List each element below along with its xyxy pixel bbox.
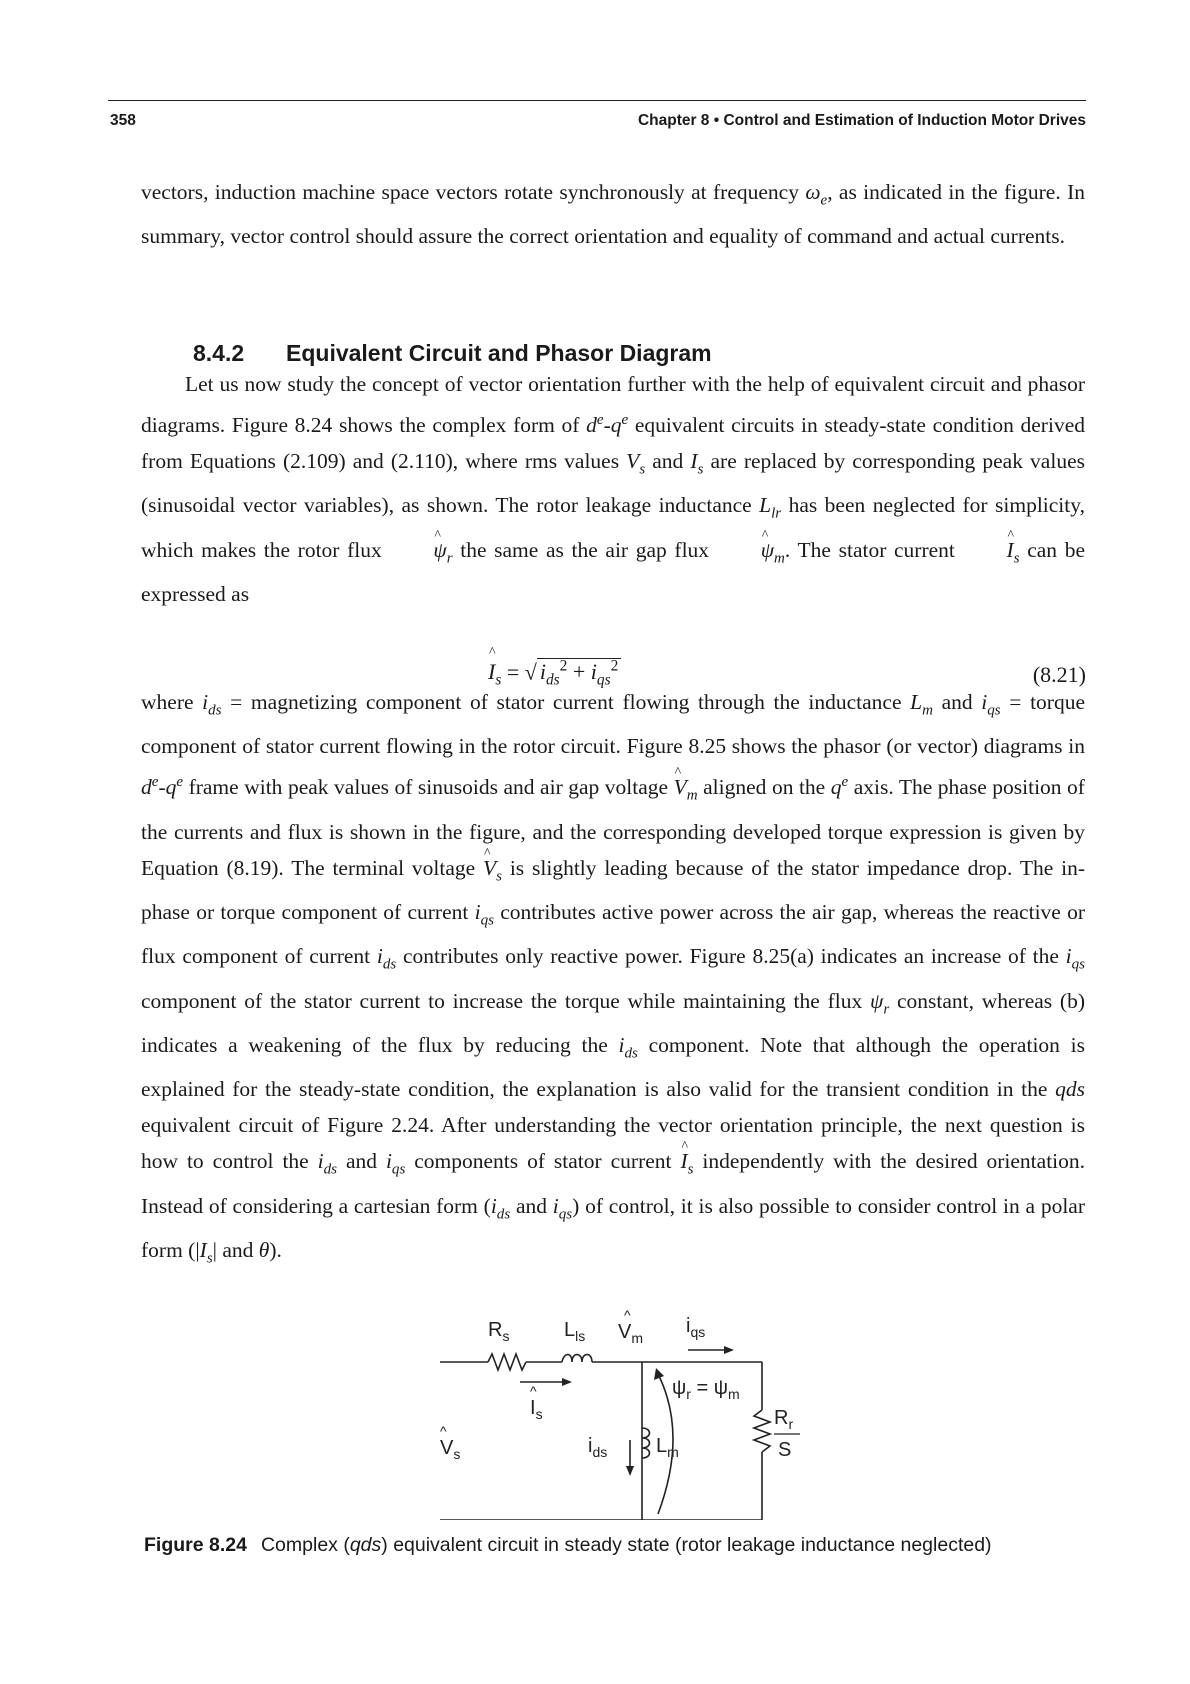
caption-em: qds — [349, 1534, 382, 1556]
equation-number: (8.21) — [1032, 662, 1086, 687]
paragraph-vector-orientation: Let us now study the concept of vector orientation further with the help of equivalent circuit and phasor diagrams. Figure 8.24 shows the complex form of $d^e-q^e$ equivalent circuits in steady-state condition derived from Equations (2.109) and (2.110), where rms values $V_s$ and $I_s$ are replaced by corresponding peak values (sinusoidal vector variables), as shown. The rotor leakage inductance $L_{lr}$ has been neglected for simplicity, which makes the rotor flux ^ $\psi_r$ the same as the air gap flux ^ $\psi_m$. The stator current ^ $I_s$ can be expressed as — [141, 366, 1085, 612]
arrow-ids-head — [626, 1466, 634, 1476]
running-head: Chapter 8 • Control and Estimation of Induction Motor Drives — [637, 112, 1086, 129]
arrow-iqs-head — [724, 1346, 734, 1354]
header-rule — [108, 100, 1086, 101]
label-iqs: $i_{qs}$ — [686, 1315, 706, 1340]
page-number: 358 — [110, 112, 136, 129]
caption-pre: Complex ( — [260, 1534, 350, 1556]
label-lls: $L_{ls}$ — [564, 1319, 586, 1344]
arrow-vm-head — [654, 1368, 664, 1380]
label-lm: $L_m$ — [656, 1435, 679, 1460]
section-heading — [193, 340, 712, 367]
caption-post: ) equivalent circuit in steady state (rotor leakage inductance neglected) — [381, 1534, 992, 1556]
label-slip: S — [778, 1439, 792, 1461]
label-rr: $R_r$ — [774, 1407, 794, 1432]
inductor-lm — [642, 1428, 650, 1458]
section-title: Equivalent Circuit and Phasor Diagram — [286, 340, 712, 366]
label-ids: $i_{ds}$ — [588, 1435, 608, 1460]
paragraph-intro: vectors, induction machine space vectors rotate synchronously at frequency $\omega_e$, as indicated in the figure. In summary, vector control should assure the correct orientation and equality of command and actual currents. — [141, 180, 1085, 249]
figure-caption — [144, 1534, 992, 1557]
label-is: $I_s$ — [530, 1397, 543, 1422]
label-rs: $R_s$ — [488, 1319, 510, 1344]
hat-is: ^ — [530, 1383, 537, 1399]
equivalent-circuit-diagram — [430, 1290, 830, 1520]
section-number: 8.4.2 — [193, 340, 245, 366]
inductor-lls — [562, 1355, 592, 1363]
label-flux-equality: $\psi_r = \psi_m$ — [672, 1377, 740, 1402]
figure-label: Figure 8.24 — [144, 1534, 247, 1556]
label-vm: $V_m$ — [618, 1321, 644, 1346]
resistor-rs — [488, 1354, 526, 1370]
arrow-is-head — [562, 1378, 572, 1386]
hat-vs: ^ — [440, 1423, 447, 1439]
hat-vm: ^ — [624, 1307, 631, 1323]
label-vs: $V_s$ — [440, 1437, 461, 1462]
paragraph-phasor-diagram: where $i_{ds}$ = magnetizing component of stator current flowing through the inductance $L_m$ and $i_{qs}$ = torque component of stator current flowing in the rotor circuit. Figure 8.25 shows the phasor (or vector) diagrams in $d^e-q^e$ frame with peak values of sinusoids and air gap voltage ^ $V_m$ aligned on the $q^e$ axis. The phase position of the currents and flux is shown in the figure, and the corresponding developed torque expression is given by Equation (8.19). The terminal voltage ^ $V_s$ is slightly leading because of the stator impedance drop. The in-phase or torque component of current $i_{qs}$ contributes active power across the air gap, whereas the reactive or flux component of current $i_{ds}$ contributes only reactive power. Figure 8.25(a) indicates an increase of the $i_{qs}$ component of the stator current to increase the torque while maintaining the flux $\psi_r$ constant, whereas (b) indicates a weakening of the flux by reducing the $i_{ds}$ component. Note that although the operation is explained for the steady-state condition, the explanation is also valid for the transient condition in the qds equivalent circuit of Figure 2.24. After understanding the vector orientation principle, the next question is how to control the $i_{ds}$ and $i_{qs}$ components of stator current ^ $I_s$ independently with the desired orientation. Instead of considering a cartesian form ($i_{ds}$ and $i_{qs}$) of control, it is also possible to consider control in a polar form ($|I_s|$ and θ). — [141, 684, 1085, 1276]
resistor-rr — [754, 1410, 770, 1452]
equation-8-21: ^ $I_s$ = √ $i_{ds}^2 + i_{qs}^2$ — [488, 658, 621, 690]
